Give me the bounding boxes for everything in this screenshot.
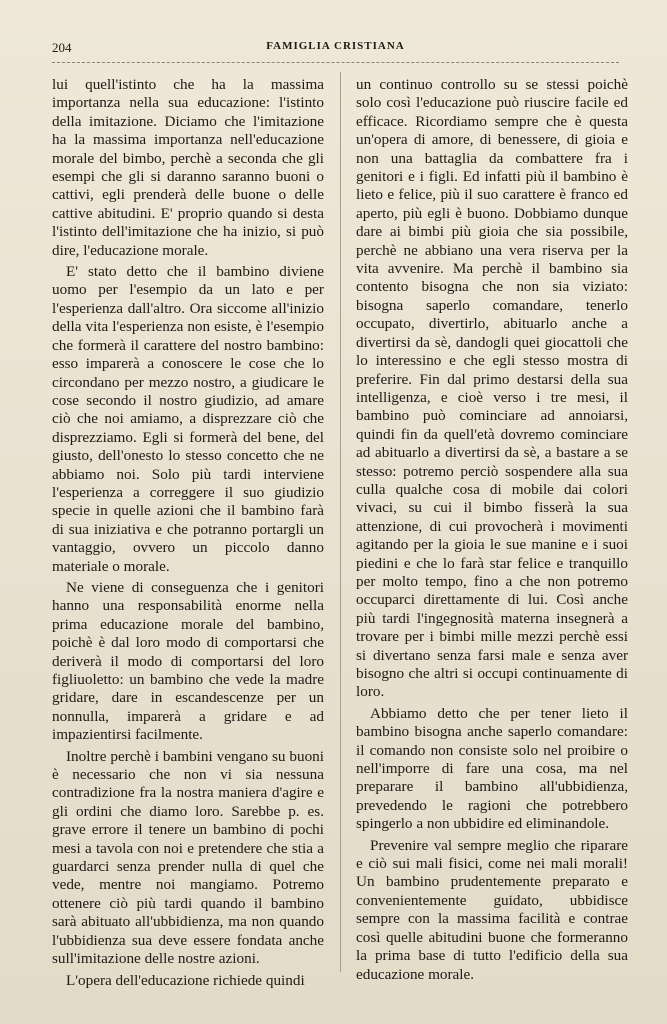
paragraph: E' stato detto che il bambino diviene uomo per l'esempio da un lato e per l'esperienza dall'altro. Ora siccome all'inizio della vita l'esperienza non esiste, è l'esempio che formerà il carattere del nostro bambino: esso imparerà a conoscere le cose che lo circondano per mezzo nostro, a giudicare le cose secondo il nostro giudizio, ad amare ciò che noi amiamo, a disprezzare ciò che disprezziamo. Egli si formerà del bene, del giusto, dell'onesto lo stesso concetto che ne abbiamo noi. Solo più tardi interviene l'esperienza a correggere il suo giudizio specie in quelle azioni che il bambino farà di sua iniziativa e che potranno portargli un vantaggio, ovvero un piccolo danno materiale o morale.: [52, 263, 324, 575]
paragraph: un continuo controllo su se stessi poichè solo così l'educazione può riuscire facile ed efficace. Ricordiamo sempre che è questa un'opera di amore, di benessere, di gioia e non una battaglia da combattere fra i genitori e i figli. Ed infatti più il bambino è lieto e felice, più il suo carattere è franco ed aperto, più egli è buono. Dobbiamo dunque dare ai bimbi più gioia che sia possibile, perchè ne abbiano una vera riserva per la vita avvenire. Ma perchè il bambino sia contento bisogna che non sia viziato: bisogna saperlo comandare, tenerlo occupato, divertirlo, abituarlo anche a divertirsi da sè, dandogli quei giocattoli che lo interessino e che egli stesso mostra di preferire. Fin dal primo destarsi della sua intelligenza, e cioè verso i tre mesi, il bambino può cominciare ad annoiarsi, quindi fin da quell'età dovremo cominciare ad abituarlo a divertirsi da sè, a bastare a se stesso: potremo perciò sospendere alla sua culla qualche cosa di mobile dai colori vivaci, su cui il bimbo fisserà la sua attenzione, di cui provocherà i movimenti agitando per la gioia le sue manine e i suoi piedini e che lo farà star felice e tranquillo per molto tempo, fino a che non potremo occuparci direttamente di lui. Così anche più tardi l'ingegnosità materna insegnerà a trovare per i bimbi mille mezzi perchè essi si divertano senza farsi male e senza aver bisogno che altri si occupi continuamente di loro.: [356, 76, 628, 701]
header-divider: [52, 62, 619, 63]
paragraph: Ne viene di conseguenza che i genitori hanno una responsabilità enorme nella prima educazione morale del bambino, poichè è dal loro modo di comportarsi che deriverà il modo di comportarsi del loro figliuoletto: un bambino che vede la madre gridare, dare in escandescenze per un nonnulla, imparerà a gridare e ad impazientirsi facilmente.: [52, 578, 324, 744]
page-header: [52, 40, 619, 60]
paragraph: lui quell'istinto che ha la massima importanza nella sua educazione: l'istinto della imitazione. Diciamo che l'imitazione ha la massima importanza nell'educazione morale del bimbo, perchè a seconda che gli esempi che gli si daranno saranno buoni o cattivi, egli prenderà delle buone o delle cattive abitudini. E' proprio quando si desta l'istinto dell'imitazione che ha inizio, si può dire, l'educazione morale.: [52, 76, 324, 259]
paragraph: Inoltre perchè i bambini vengano su buoni è necessario che non vi sia nessuna contradizione fra la nostra maniera d'agire e gli ordini che diamo loro. Sarebbe p. es. grave errore il tenere un bambino di pochi mesi a tavola con noi e pretendere che stia a guardarci senza prender nulla di quel che vede, mentre noi mangiamo. Potremo ottenere ciò più tardi quando il bambino sarà abituato all'ubbidienza, ma non quando l'ubbidienza sua deve essere fondata anche sull'imitazione delle nostre azioni.: [52, 747, 324, 968]
paragraph: L'opera dell'educazione richiede quindi: [66, 971, 305, 989]
column-divider: [340, 72, 341, 972]
running-title: FAMIGLIA CRISTIANA: [266, 40, 405, 52]
paragraph: Prevenire val sempre meglio che riparare e ciò sui mali fisici, come nei mali morali! Un bambino prudentemente preparato e convenientemente guidato, ubbidisce sempre con la massima facilità e contrae così quelle abitudini buone che formeranno la prima base di tutto l'edificio della sua educazione morale.: [356, 836, 628, 983]
left-column: [52, 76, 324, 990]
right-column: [356, 76, 628, 984]
page-number: 204: [52, 40, 72, 55]
paragraph: Abbiamo detto che per tener lieto il bambino bisogna anche saperlo comandare: il comando non consiste solo nel proibire o nell'imporre di fare una cosa, ma nel preparare il bambino all'ubbidienza, prevedendo le ragioni che potrebbero spingerlo a non ubbidire ed eliminandole.: [356, 704, 628, 833]
